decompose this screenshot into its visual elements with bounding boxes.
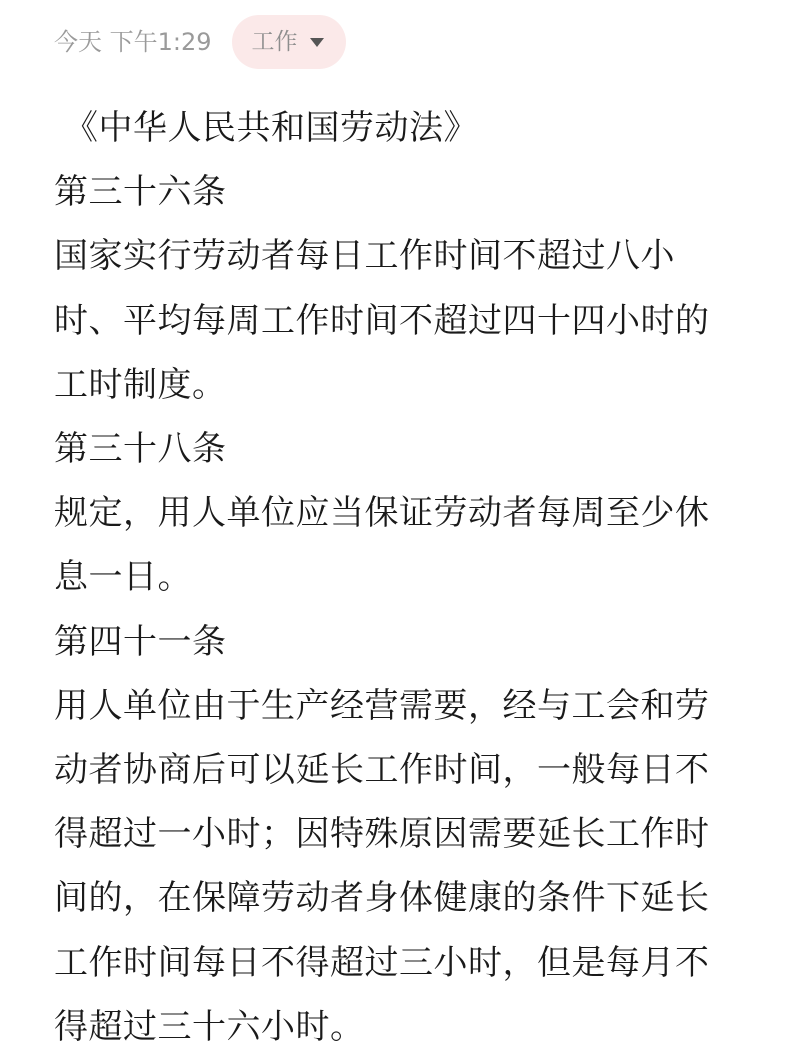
- note-text-line: 工作时间每日不得超过三小时，但是每月不: [54, 942, 710, 983]
- note-text-line: 息一日。: [54, 557, 192, 598]
- note-text-line: 时、平均每周工作时间不超过四十四小时的: [54, 300, 710, 341]
- caret-down-icon: [310, 38, 324, 47]
- category-tag-dropdown[interactable]: [232, 15, 346, 69]
- note-text-line: 动者协商后可以延长工作时间，一般每日不: [54, 750, 710, 791]
- note-text-line: 间的，在保障劳动者身体健康的条件下延长: [54, 878, 710, 919]
- note-text-line: 用人单位由于生产经营需要，经与工会和劳: [54, 685, 710, 726]
- note-body[interactable]: [54, 96, 754, 1059]
- note-timestamp: 今天 下午1:29: [54, 28, 212, 56]
- note-text-line: 第三十八条: [54, 429, 227, 470]
- note-text-line: 国家实行劳动者每日工作时间不超过八小: [54, 236, 675, 277]
- category-tag-label: 工作: [251, 29, 298, 55]
- note-text-line: 得超过三十六小时。: [54, 1006, 365, 1047]
- note-text-line: 工时制度。: [54, 364, 227, 405]
- note-text-line: 规定，用人单位应当保证劳动者每周至少休: [54, 493, 710, 534]
- note-title-line: 《中华人民共和国劳动法》: [64, 108, 478, 148]
- note-text-line: 第四十一条: [54, 621, 227, 662]
- note-text-line: 第三十六条: [54, 172, 227, 213]
- note-header: [54, 14, 346, 70]
- note-text-line: 得超过一小时；因特殊原因需要延长工作时: [54, 814, 710, 855]
